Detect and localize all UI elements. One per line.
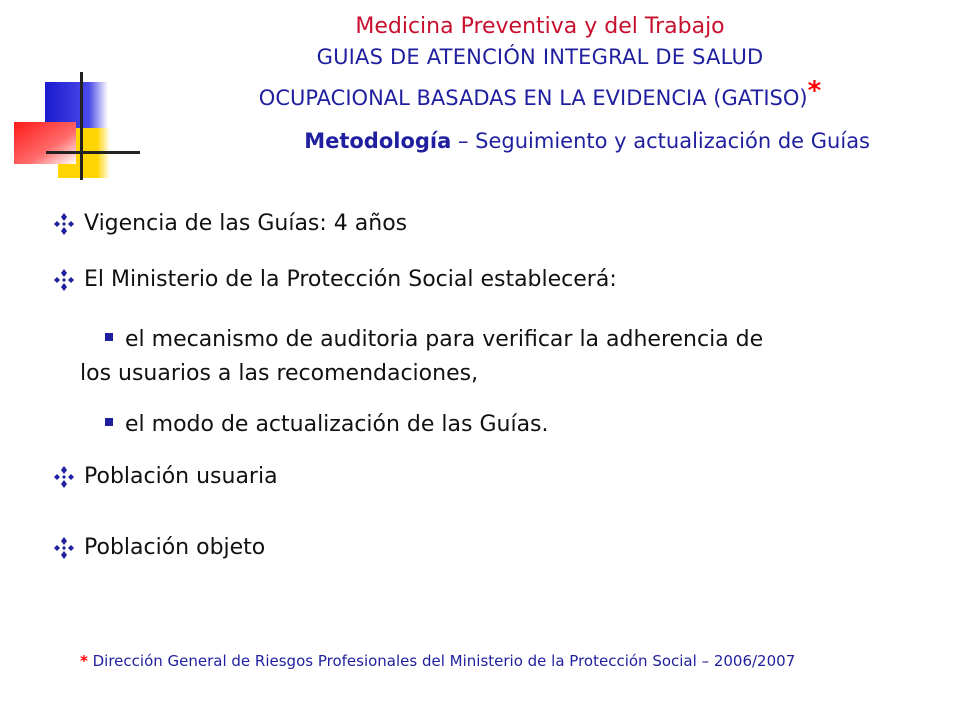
header-line-3: [120, 76, 960, 112]
bullet-poblacion-usuaria: [52, 464, 278, 489]
subtitle-rest: Seguimiento y actualización de Guías: [475, 129, 870, 153]
diamond-cluster-icon: [52, 268, 76, 292]
bullet-ministerio: [52, 267, 617, 292]
diamond-cluster-icon: [52, 465, 76, 489]
footnote-text: Dirección General de Riesgos Profesionales del Ministerio de la Protección Social – 2006/2007: [87, 652, 796, 670]
bullet-vigencia: [52, 211, 407, 236]
decorative-logo: [0, 0, 140, 185]
bullet-text: Vigencia de las Guías: 4 años: [84, 211, 408, 236]
bullet-text: Población objeto: [84, 535, 266, 560]
bullet-poblacion-objeto: [52, 535, 265, 560]
sub-bullet-text: el modo de actualización de las Guías.: [125, 412, 549, 437]
header-line-3-text: OCUPACIONAL BASADAS EN LA EVIDENCIA (GATISO): [258, 86, 808, 110]
square-icon: [105, 418, 113, 426]
subtitle-separator: –: [451, 129, 476, 153]
sub-bullet-auditoria: [80, 323, 764, 391]
footnote: [80, 652, 920, 670]
bullet-text: El Ministerio de la Protección Social establecerá:: [84, 267, 617, 292]
header-asterisk: *: [807, 76, 822, 106]
header-title: Medicina Preventiva y del Trabajo: [355, 14, 725, 39]
subtitle-bold: Metodología: [304, 129, 452, 153]
sub-bullet-line-1: el mecanismo de auditoria para verificar la adherencia de: [125, 327, 764, 352]
bullet-text: Población usuaria: [84, 464, 278, 489]
sub-bullet-line-2: los usuarios a las recomendaciones,: [80, 361, 479, 386]
sub-bullet-actualizacion: [105, 408, 549, 442]
slide-subtitle: [150, 129, 870, 153]
footnote-asterisk: *: [80, 652, 88, 670]
header-line-2: GUIAS DE ATENCIÓN INTEGRAL DE SALUD: [316, 45, 764, 69]
diamond-cluster-icon: [52, 212, 76, 236]
square-icon: [105, 333, 113, 341]
diamond-cluster-icon: [52, 536, 76, 560]
